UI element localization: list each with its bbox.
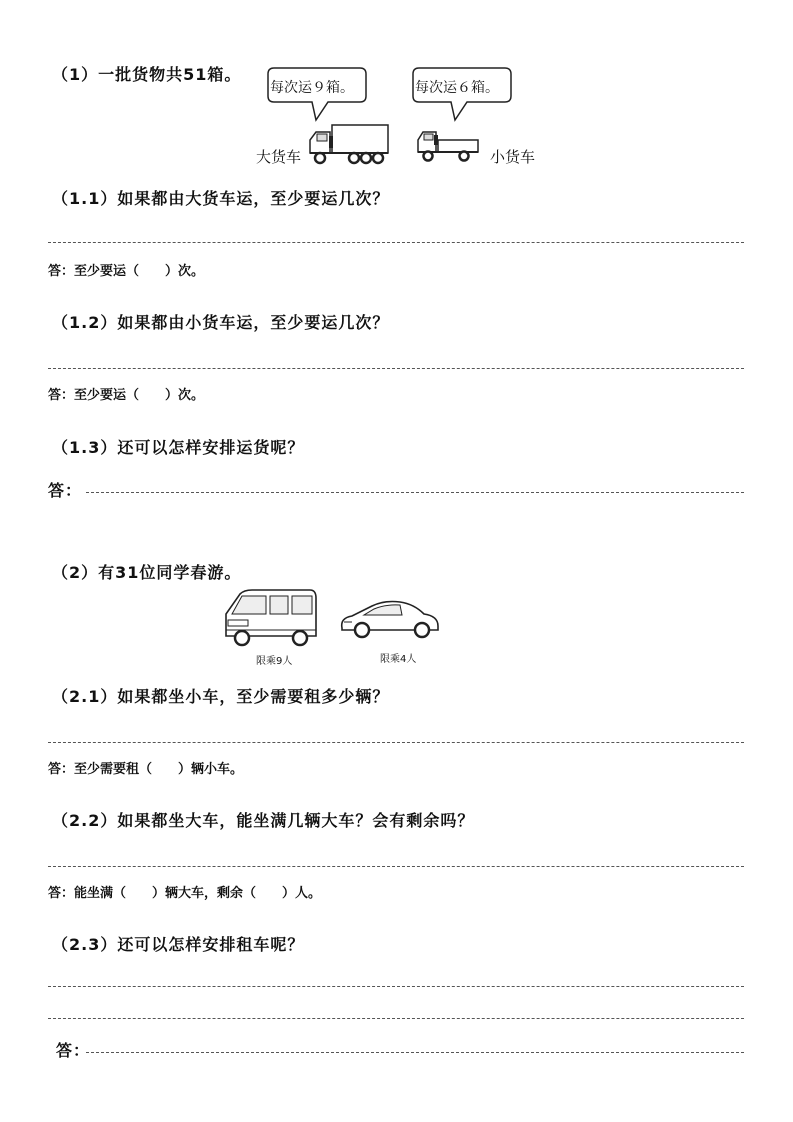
small-truck-icon (416, 126, 482, 162)
answer-line (48, 368, 744, 369)
answer-2-3-label: 答： (56, 1041, 91, 1060)
small-truck-bubble-text: 每次运６箱。 (415, 80, 499, 96)
car-label: 限乘4人 (380, 654, 417, 665)
answer-line (48, 986, 744, 987)
car-icon (338, 598, 442, 640)
part2-title: （2）有31位同学春游。 (52, 563, 242, 582)
answer-line (48, 242, 744, 243)
van-icon (222, 588, 320, 650)
question-1-3: （1.3）还可以怎样安排运货呢？ (52, 438, 305, 457)
answer-1-1: 答：至少要运（ ）次。 (48, 264, 205, 279)
answer-line (86, 1052, 744, 1053)
big-truck-label: 大货车 (256, 148, 302, 166)
question-1-2: （1.2）如果都由小货车运，至少要运几次？ (52, 313, 390, 332)
answer-2-2: 答：能坐满（ ）辆大车，剩余（ ）人。 (48, 886, 322, 901)
big-truck-icon (308, 122, 390, 166)
question-2-2: （2.2）如果都坐大车，能坐满几辆大车？会有剩余吗？ (52, 811, 475, 830)
answer-line (48, 742, 744, 743)
question-1-1: （1.1）如果都由大货车运，至少要运几次？ (52, 189, 390, 208)
answer-line (86, 492, 744, 493)
question-2-3: （2.3）还可以怎样安排租车呢？ (52, 935, 305, 954)
part1-title: （1）一批货物共51箱。 (52, 65, 242, 84)
answer-2-1: 答：至少需要租（ ）辆小车。 (48, 762, 244, 777)
big-truck-bubble-text: 每次运９箱。 (270, 80, 354, 96)
question-2-1: （2.1）如果都坐小车，至少需要租多少辆？ (52, 687, 390, 706)
small-truck-label: 小货车 (490, 148, 536, 166)
answer-line (48, 1018, 744, 1019)
van-label: 限乘9人 (256, 656, 293, 667)
answer-1-3-label: 答： (48, 481, 83, 500)
answer-line (48, 866, 744, 867)
answer-1-2: 答：至少要运（ ）次。 (48, 388, 205, 403)
